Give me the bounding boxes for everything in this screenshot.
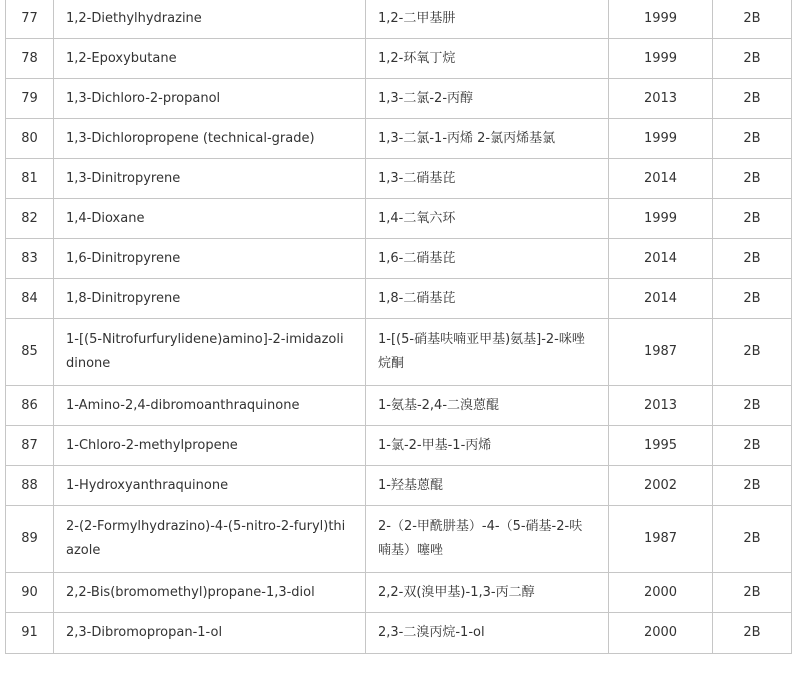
- agent-name-en: 1,2-Diethylhydrazine: [54, 0, 366, 39]
- row-number: 91: [6, 613, 54, 654]
- iarc-group: 2B: [713, 39, 792, 79]
- agent-name-zh: 1-氨基-2,4-二溴蒽醌: [366, 386, 609, 426]
- table-row: [6, 506, 792, 573]
- agent-name-en: 1,3-Dichloro-2-propanol: [54, 79, 366, 119]
- agent-name-en: 1,2-Epoxybutane: [54, 39, 366, 79]
- iarc-group: 2B: [713, 506, 792, 573]
- agent-name-zh: 2,3-二溴丙烷-1-ol: [366, 613, 609, 654]
- row-number: 87: [6, 426, 54, 466]
- row-number: 83: [6, 239, 54, 279]
- row-number: 77: [6, 0, 54, 39]
- agent-name-zh: 2-（2-甲酰肼基）-4-（5-硝基-2-呋喃基）噻唑: [366, 506, 609, 573]
- agent-name-en: 1-Amino-2,4-dibromoanthraquinone: [54, 386, 366, 426]
- table-row: [6, 426, 792, 466]
- iarc-group: 2B: [713, 573, 792, 613]
- agent-name-zh: 1,4-二氧六环: [366, 199, 609, 239]
- table-row: [6, 386, 792, 426]
- iarc-group: 2B: [713, 279, 792, 319]
- iarc-group: 2B: [713, 426, 792, 466]
- agent-name-en: 1-Hydroxyanthraquinone: [54, 466, 366, 506]
- row-number: 88: [6, 466, 54, 506]
- agent-name-en: 1,4-Dioxane: [54, 199, 366, 239]
- evaluation-year: 1987: [609, 319, 713, 386]
- evaluation-year: 2013: [609, 79, 713, 119]
- row-number: 86: [6, 386, 54, 426]
- carcinogen-table: [5, 0, 792, 654]
- evaluation-year: 1999: [609, 119, 713, 159]
- agent-name-en: 1-Chloro-2-methylpropene: [54, 426, 366, 466]
- table-row: [6, 279, 792, 319]
- iarc-group: 2B: [713, 466, 792, 506]
- iarc-group: 2B: [713, 119, 792, 159]
- row-number: 82: [6, 199, 54, 239]
- row-number: 84: [6, 279, 54, 319]
- row-number: 90: [6, 573, 54, 613]
- evaluation-year: 1999: [609, 39, 713, 79]
- iarc-group: 2B: [713, 159, 792, 199]
- table-row: [6, 0, 792, 39]
- table-row: [6, 119, 792, 159]
- row-number: 89: [6, 506, 54, 573]
- agent-name-en: 2-(2-Formylhydrazino)-4-(5-nitro-2-furyl)thiazole: [54, 506, 366, 573]
- agent-name-en: 1,3-Dinitropyrene: [54, 159, 366, 199]
- agent-name-en: 1-[(5-Nitrofurfurylidene)amino]-2-imidazolidinone: [54, 319, 366, 386]
- agent-name-en: 2,2-Bis(bromomethyl)propane-1,3-diol: [54, 573, 366, 613]
- row-number: 80: [6, 119, 54, 159]
- iarc-group: 2B: [713, 386, 792, 426]
- evaluation-year: 2014: [609, 279, 713, 319]
- row-number: 79: [6, 79, 54, 119]
- iarc-group: 2B: [713, 0, 792, 39]
- evaluation-year: 1999: [609, 199, 713, 239]
- iarc-group: 2B: [713, 199, 792, 239]
- agent-name-zh: 1,3-二硝基芘: [366, 159, 609, 199]
- table-row: [6, 159, 792, 199]
- row-number: 78: [6, 39, 54, 79]
- evaluation-year: 1987: [609, 506, 713, 573]
- evaluation-year: 2002: [609, 466, 713, 506]
- agent-name-zh: 1,8-二硝基芘: [366, 279, 609, 319]
- agent-name-en: 1,3-Dichloropropene (technical-grade): [54, 119, 366, 159]
- row-number: 81: [6, 159, 54, 199]
- iarc-group: 2B: [713, 319, 792, 386]
- evaluation-year: 2014: [609, 239, 713, 279]
- agent-name-zh: 2,2-双(溴甲基)-1,3-丙二醇: [366, 573, 609, 613]
- agent-name-zh: 1,2-环氧丁烷: [366, 39, 609, 79]
- agent-name-zh: 1,3-二氯-2-丙醇: [366, 79, 609, 119]
- iarc-group: 2B: [713, 239, 792, 279]
- evaluation-year: 2000: [609, 613, 713, 654]
- agent-name-zh: 1-[(5-硝基呋喃亚甲基)氨基]-2-咪唑烷酮: [366, 319, 609, 386]
- agent-name-en: 1,8-Dinitropyrene: [54, 279, 366, 319]
- table-row: [6, 79, 792, 119]
- table-row: [6, 39, 792, 79]
- table-row: [6, 199, 792, 239]
- agent-name-zh: 1,6-二硝基芘: [366, 239, 609, 279]
- evaluation-year: 1999: [609, 0, 713, 39]
- evaluation-year: 1995: [609, 426, 713, 466]
- table-row: [6, 613, 792, 654]
- agent-name-en: 1,6-Dinitropyrene: [54, 239, 366, 279]
- evaluation-year: 2014: [609, 159, 713, 199]
- agent-name-zh: 1-氯-2-甲基-1-丙烯: [366, 426, 609, 466]
- iarc-group: 2B: [713, 613, 792, 654]
- row-number: 85: [6, 319, 54, 386]
- evaluation-year: 2013: [609, 386, 713, 426]
- table-row: [6, 239, 792, 279]
- agent-name-zh: 1,3-二氯-1-丙烯 2-氯丙烯基氯: [366, 119, 609, 159]
- agent-name-zh: 1,2-二甲基肼: [366, 0, 609, 39]
- iarc-group: 2B: [713, 79, 792, 119]
- agent-name-zh: 1-羟基蒽醌: [366, 466, 609, 506]
- agent-name-en: 2,3-Dibromopropan-1-ol: [54, 613, 366, 654]
- evaluation-year: 2000: [609, 573, 713, 613]
- table-row: [6, 319, 792, 386]
- table-row: [6, 573, 792, 613]
- table-row: [6, 466, 792, 506]
